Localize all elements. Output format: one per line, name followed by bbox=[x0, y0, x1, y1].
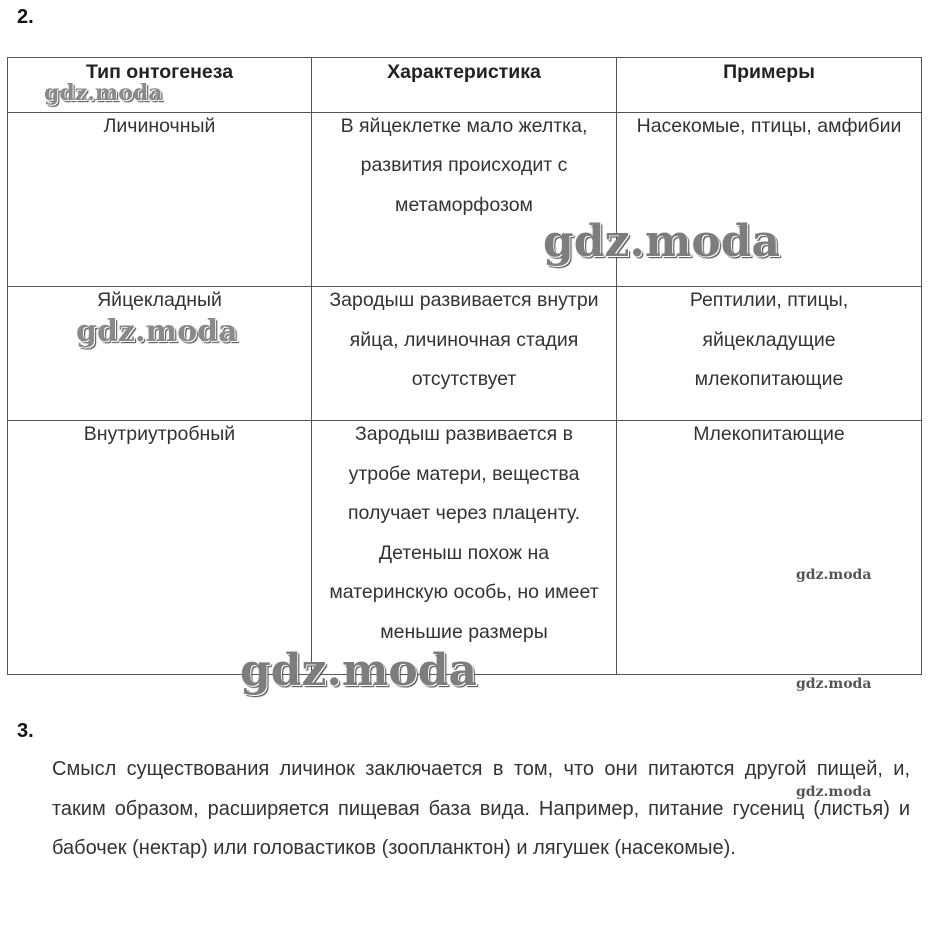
task-3-number: 3. bbox=[17, 720, 34, 742]
cell-characteristic bbox=[312, 113, 617, 287]
table-row bbox=[8, 421, 922, 675]
cell-type bbox=[8, 113, 312, 287]
watermark: gdz.moda bbox=[76, 314, 238, 349]
cell-type-text: Внутриутробный bbox=[83, 423, 236, 445]
ontogenesis-table bbox=[7, 57, 922, 675]
watermark: gdz.moda bbox=[796, 567, 872, 583]
header-characteristic: Характеристика bbox=[312, 58, 617, 113]
table-row bbox=[8, 287, 922, 421]
watermark: gdz.moda bbox=[44, 80, 163, 106]
watermark: gdz.moda bbox=[796, 676, 872, 692]
watermark: gdz.moda bbox=[543, 216, 781, 267]
table-header-row bbox=[8, 58, 922, 113]
task-2-number: 2. bbox=[17, 6, 34, 28]
watermark: gdz.moda bbox=[796, 784, 872, 800]
cell-examples-text: Насекомые, птицы, амфибии bbox=[636, 115, 902, 137]
cell-characteristic bbox=[312, 421, 617, 675]
cell-type bbox=[8, 421, 312, 675]
cell-type bbox=[8, 287, 312, 421]
header-ontogenesis-type: Тип онтогенеза bbox=[8, 58, 312, 113]
watermark: gdz.moda bbox=[240, 645, 478, 696]
table-row bbox=[8, 113, 922, 287]
cell-characteristic-text: Зародыш развивается в утробе матери, вещества получает через плаценту. Детеныш похож на материнскую особь, но имеет меньшие размеры bbox=[329, 423, 599, 643]
cell-characteristic-text: Зародыш развивается внутри яйца, личиночная стадия отсутствует bbox=[329, 289, 599, 390]
cell-type-text: Личиночный bbox=[103, 115, 216, 137]
task-3-answer-paragraph: Смысл существования личинок заключается в том, что они питаются другой пищей, и, таким образом, расширяется пищевая база вида. Например, питание гусениц (листья) и бабочек (нектар) или головастиков (зоопланктон) и лягушек (насекомые). bbox=[52, 758, 910, 859]
cell-characteristic bbox=[312, 287, 617, 421]
cell-examples-text: Млекопитающие bbox=[693, 423, 845, 445]
cell-characteristic-text: В яйцеклетке мало желтка, развития происходит с метаморфозом bbox=[340, 115, 588, 216]
cell-examples-text: Рептилии, птицы, яйцекладущие млекопитающие bbox=[689, 289, 849, 390]
cell-examples bbox=[617, 287, 922, 421]
cell-examples bbox=[617, 421, 922, 675]
cell-examples bbox=[617, 113, 922, 287]
cell-type-text: Яйцекладный bbox=[97, 289, 222, 311]
header-examples: Примеры bbox=[617, 58, 922, 113]
